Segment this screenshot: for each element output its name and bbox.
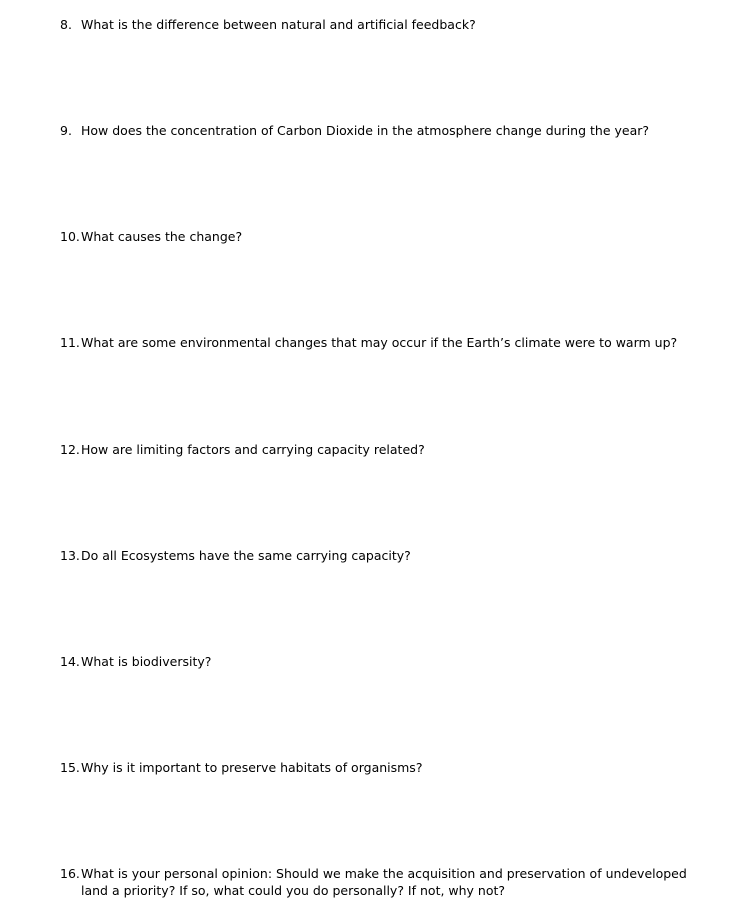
question-text: What is your personal opinion: Should we make the acquisition and preservation of undeveloped land a priority? If so, what could you do personally? If not, why not? bbox=[81, 866, 687, 898]
question-14 bbox=[60, 653, 710, 670]
question-15 bbox=[60, 759, 710, 776]
question-number: 9. bbox=[60, 123, 72, 138]
question-number: 12. bbox=[60, 442, 80, 457]
question-text: What is the difference between natural and artificial feedback? bbox=[81, 17, 476, 32]
question-text: How are limiting factors and carrying capacity related? bbox=[81, 442, 425, 457]
question-number: 10. bbox=[60, 229, 80, 244]
question-number: 8. bbox=[60, 17, 72, 32]
question-number: 16. bbox=[60, 866, 80, 881]
question-11 bbox=[60, 334, 710, 351]
question-number: 13. bbox=[60, 548, 80, 563]
question-text: Do all Ecosystems have the same carrying capacity? bbox=[81, 548, 411, 563]
question-13 bbox=[60, 547, 710, 564]
question-text: What causes the change? bbox=[81, 229, 243, 244]
question-9 bbox=[60, 122, 710, 139]
question-text: What is biodiversity? bbox=[81, 654, 212, 669]
question-text: How does the concentration of Carbon Dioxide in the atmosphere change during the year? bbox=[81, 123, 650, 138]
question-10 bbox=[60, 228, 710, 245]
question-text: What are some environmental changes that may occur if the Earth’s climate were to warm up? bbox=[81, 335, 678, 350]
question-number: 14. bbox=[60, 654, 80, 669]
question-12 bbox=[60, 441, 710, 458]
question-number: 15. bbox=[60, 760, 80, 775]
question-8 bbox=[60, 16, 710, 33]
question-text: Why is it important to preserve habitats of organisms? bbox=[81, 760, 423, 775]
question-number: 11. bbox=[60, 335, 80, 350]
question-16 bbox=[60, 865, 710, 899]
